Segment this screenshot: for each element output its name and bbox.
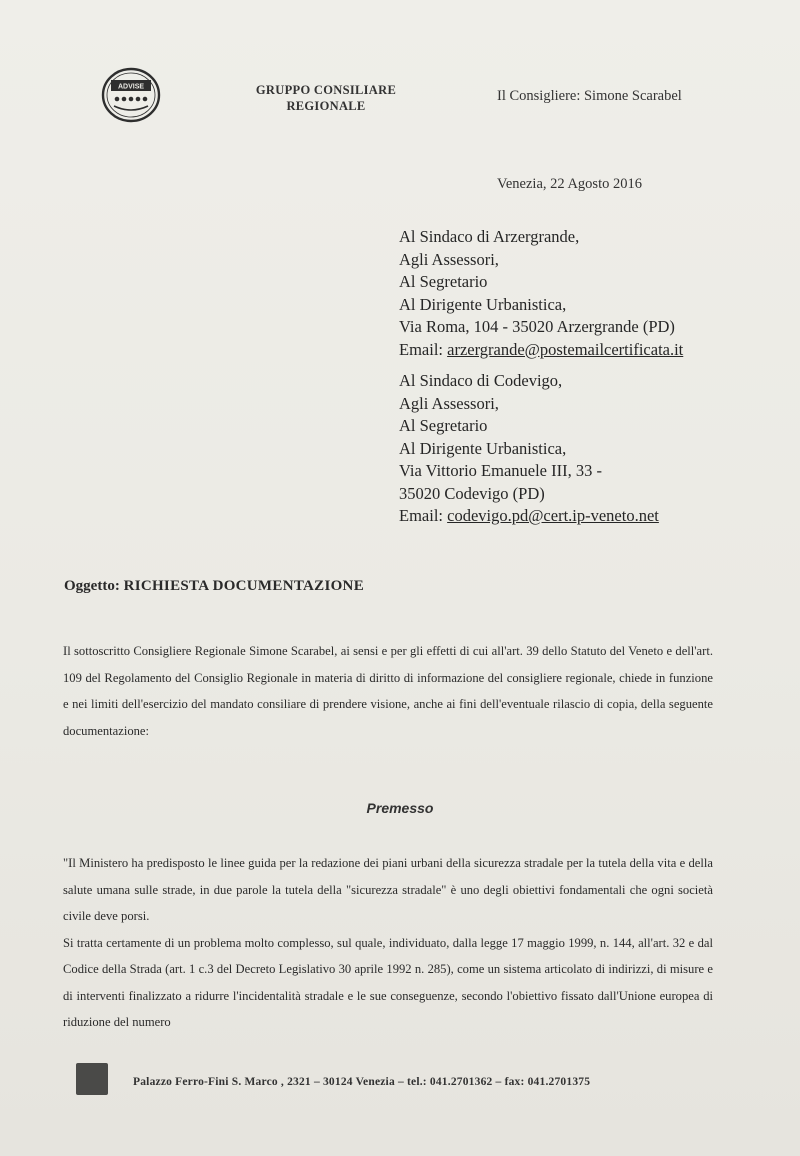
subject-line [64,578,364,595]
quote-paragraph: Si tratta certamente di un problema molto complesso, sul quale, individuato, dalla legge 17 maggio 1999, n. 144, all'art. 32 e dal Codice della Strada (art. 1 c.3 del Decreto Legislativo 30 aprile 1992 n. 285), come un sistema articolato di indirizzi, di misure e di interventi finalizzato a ridurre l'incidentalità stradale e le sue conseguenze, secondo l'obiettivo fissato dall'Unione europea di riduzione del numero [63,935,713,1029]
quote-block [63,850,713,1036]
quote-paragraph: "Il Ministero ha predisposto le linee guida per la redazione dei piani urbani della sicurezza stradale per la tutela della vita e della salute umana sulle strade, in due parole la tutela della "sicurezza stradale" è uno degli obiettivi fondamentali che ogni società civile deve porsi. [63,856,713,923]
email-link-codevigo[interactable]: codevigo.pd@cert.ip-veneto.net [447,506,659,525]
party-logo-icon [100,66,162,124]
recipient-line: Agli Assessori, [399,249,499,269]
recipient-block-arzergrande [399,226,683,361]
recipient-line: Via Vittorio Emanuele III, 33 - [399,461,602,480]
recipient-block-codevigo [399,370,659,528]
recipient-email-line [399,505,659,528]
recipient-line: Agli Assessori, [399,393,499,413]
recipient-line: Al Dirigente Urbanistica, [399,438,567,458]
recipient-line: Al Sindaco di Arzergrande, [399,227,580,246]
email-link-arzergrande[interactable]: arzergrande@postemailcertificata.it [447,339,684,359]
email-label: Email: [399,339,448,359]
recipient-line: Via Roma, 104 - 35020 Arzergrande (PD) [399,317,675,336]
body-paragraph: Il sottoscritto Consigliere Regionale Simone Scarabel, ai sensi e per gli effetti di cui all'art. 39 dello Statuto del Veneto e dell'art. 109 del Regolamento del Consiglio Regionale in materia di diritto di informazione del consigliere regionale, chiede in funzione e nei limiti dell'esercizio del mandato consiliare di prendere visione, anche ai fini dell'eventuale rilascio di copia, della seguente documentazione: [63,644,713,738]
recipient-line: Al Sindaco di Codevigo, [399,371,563,390]
recipient-line: Al Dirigente Urbanistica, [399,294,567,314]
email-label: Email: [399,506,448,525]
subject-value: RICHIESTA DOCUMENTAZIONE [123,578,364,594]
section-heading-premesso: Premesso [366,800,434,816]
councillor-name: Il Consigliere: Simone Scarabel [497,88,682,104]
group-name-line2: REGIONALE [286,99,366,113]
subject-label: Oggetto: [64,578,124,594]
logo-text: ADVISE [117,83,145,91]
group-name [236,82,416,114]
group-name-line1: GRUPPO CONSILIARE [255,83,397,97]
footer-address: Palazzo Ferro-Fini S. Marco , 2321 – 30124 Venezia – tel.: 041.2701362 – fax: 041.2701375 [133,1076,591,1088]
recipient-email-line [399,339,683,362]
recipient-line: Al Segretario [399,272,488,291]
recipient-line: Al Segretario [399,416,488,435]
footer-building-icon [76,1063,108,1095]
letter-date: Venezia, 22 Agosto 2016 [497,176,642,192]
recipient-line: 35020 Codevigo (PD) [399,483,545,503]
